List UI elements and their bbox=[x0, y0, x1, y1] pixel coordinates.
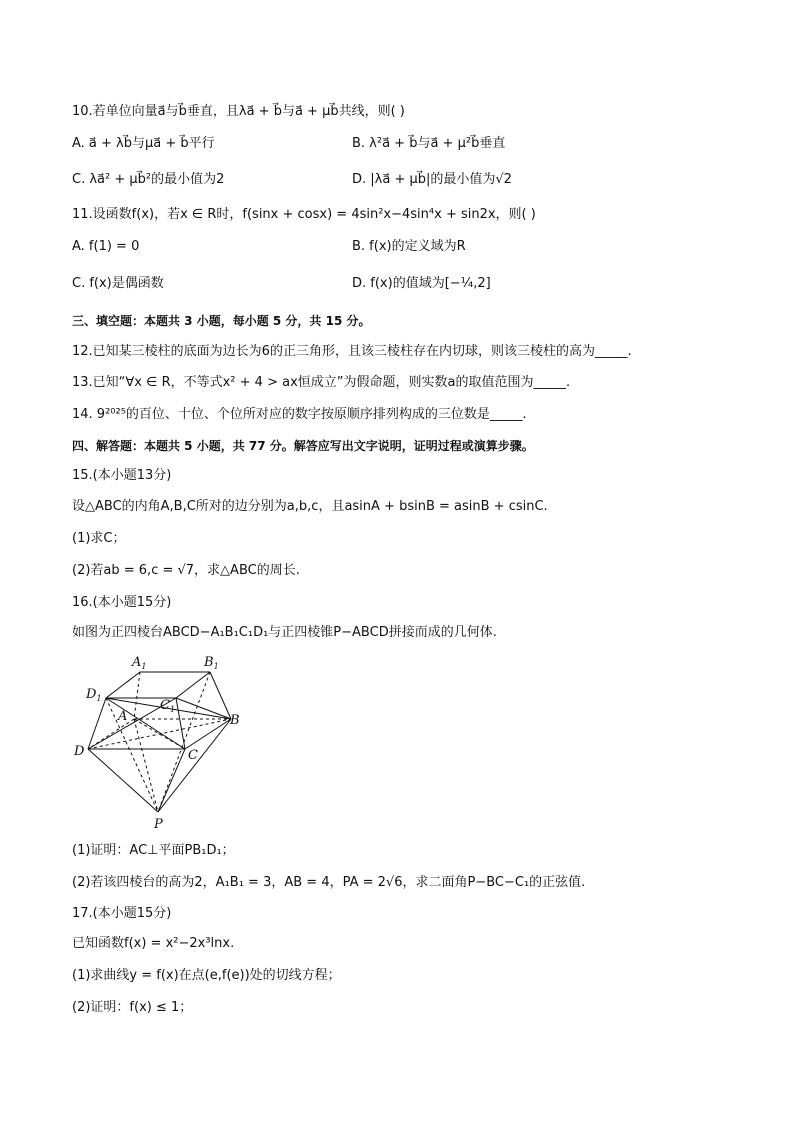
q16-part-1: (1)证明：AC⊥平面PB₁D₁； bbox=[72, 843, 235, 858]
q17-part-1: (1)求曲线y = f(x)在点(e,f(e))处的切线方程； bbox=[72, 968, 341, 983]
q11-stem: 11.设函数f(x)，若x ∈ R时，f(sinx + cosx) = 4sin²x−4sin⁴x + sin2x，则( ) bbox=[72, 207, 536, 222]
q11-option-b: B. f(x)的定义域为R bbox=[352, 239, 466, 254]
q15-part-2: (2)若ab = 6,c = √7，求△ABC的周长. bbox=[72, 563, 300, 578]
q10-option-a: A. a⃗ + λb⃗与μa⃗ + b⃗平行 bbox=[72, 136, 215, 151]
polyhedron-figure bbox=[72, 652, 252, 834]
q17-stem: 已知函数f(x) = x²−2x³lnx. bbox=[72, 936, 235, 951]
label-p: P bbox=[154, 817, 163, 832]
label-d1: $D_1$ bbox=[86, 687, 102, 703]
label-d: D bbox=[74, 744, 85, 759]
q11-option-a: A. f(1) = 0 bbox=[72, 239, 140, 254]
q14-text: 14. 9²⁰²⁵的百位、十位、个位所对应的数字按原顺序排列构成的三位数是_____. bbox=[72, 407, 527, 422]
q17-header: 17.(本小题15分) bbox=[72, 906, 172, 921]
q10-option-c: C. λa⃗² + μb⃗²的最小值为2 bbox=[72, 172, 225, 187]
q15-header: 15.(本小题13分) bbox=[72, 468, 172, 483]
q15-stem: 设△ABC的内角A,B,C所对的边分别为a,b,c，且asinA + bsinB = asinB + csinC. bbox=[72, 499, 548, 514]
q16-part-2: (2)若该四棱台的高为2，A₁B₁ = 3，AB = 4，PA = 2√6，求二面角P−BC−C₁的正弦值. bbox=[72, 875, 586, 890]
q12-text: 12.已知某三棱柱的底面为边长为6的正三角形，且该三棱柱存在内切球，则该三棱柱的高为_____. bbox=[72, 344, 632, 359]
q10-stem: 10.若单位向量a⃗与b⃗垂直，且λa⃗ + b⃗与a⃗ + μb⃗共线，则( ) bbox=[72, 104, 405, 119]
section-4-heading: 四、解答题：本题共 5 小题，共 77 分。解答应写出文字说明，证明过程或演算步骤。 bbox=[72, 439, 534, 453]
q10-option-d: D. |λa⃗ + μb⃗|的最小值为√2 bbox=[352, 172, 512, 187]
q10-option-b: B. λ²a⃗ + b⃗与a⃗ + μ²b⃗垂直 bbox=[352, 136, 506, 151]
q11-option-c: C. f(x)是偶函数 bbox=[72, 276, 164, 291]
q15-part-1: (1)求C； bbox=[72, 531, 126, 546]
q16-stem: 如图为正四棱台ABCD−A₁B₁C₁D₁与正四棱锥P−ABCD拼接而成的几何体. bbox=[72, 625, 497, 640]
label-c1: $C_1$ bbox=[160, 698, 176, 714]
q16-header: 16.(本小题15分) bbox=[72, 595, 172, 610]
label-c: C bbox=[188, 748, 198, 763]
label-b: B bbox=[230, 713, 240, 728]
label-a: A bbox=[118, 709, 128, 724]
q13-text: 13.已知“∀x ∈ R，不等式x² + 4 > ax恒成立”为假命题，则实数a的取值范围为_____. bbox=[72, 375, 571, 390]
label-a1: $A_1$ bbox=[132, 655, 147, 671]
section-3-heading: 三、填空题：本题共 3 小题，每小题 5 分，共 15 分。 bbox=[72, 314, 371, 328]
label-b1: $B_1$ bbox=[204, 655, 219, 671]
q11-option-d: D. f(x)的值域为[−¼,2] bbox=[352, 276, 491, 291]
q17-part-2: (2)证明：f(x) ≤ 1； bbox=[72, 1000, 193, 1015]
